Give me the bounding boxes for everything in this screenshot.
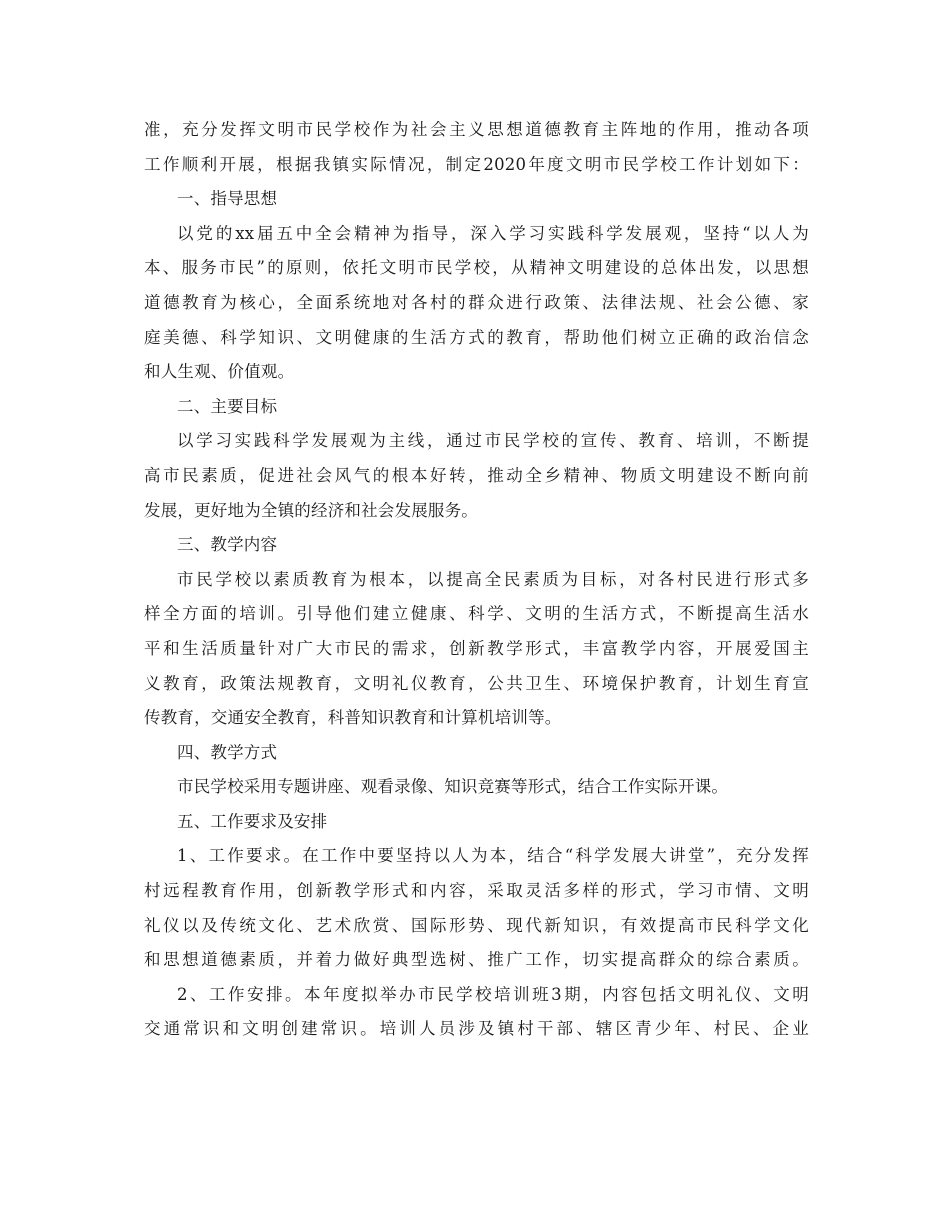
text-line bbox=[144, 217, 809, 252]
text-line-content: 一、指导思想 bbox=[177, 189, 278, 209]
text-line bbox=[144, 390, 809, 425]
text-line-content: 三、教学内容 bbox=[177, 535, 278, 555]
text-line bbox=[144, 494, 809, 529]
text-line bbox=[144, 459, 809, 494]
text-line-content: 五、工作要求及安排 bbox=[177, 811, 328, 831]
text-line bbox=[144, 805, 809, 840]
text-line bbox=[144, 597, 809, 632]
text-line bbox=[144, 943, 809, 978]
text-line-content: 工作顺利开展，根据我镇实际情况，制定2020年度文明市民学校工作计划如下： bbox=[144, 154, 809, 174]
document-page bbox=[144, 113, 809, 1047]
text-line-content: 四、教学方式 bbox=[177, 742, 278, 762]
text-line bbox=[144, 424, 809, 459]
text-line bbox=[144, 736, 809, 771]
text-line-content: 庭美德、科学知识、文明健康的生活方式的教育，帮助他们树立正确的政治信念 bbox=[144, 327, 809, 347]
text-line-content: 以学习实践科学发展观为主线，通过市民学校的宣传、教育、培训，不断提 bbox=[177, 431, 809, 451]
text-line bbox=[144, 632, 809, 667]
text-line-content: 义教育，政策法规教育，文明礼仪教育，公共卫生、环境保护教育，计划生育宣 bbox=[144, 673, 809, 693]
text-line bbox=[144, 563, 809, 598]
text-line-content: 村远程教育作用，创新教学形式和内容，采取灵活多样的形式，学习市情、文明 bbox=[144, 881, 809, 901]
text-line-content: 以党的xx届五中全会精神为指导，深入学习实践科学发展观，坚持“以人为 bbox=[177, 223, 809, 243]
text-line-content: 平和生活质量针对广大市民的需求，创新教学形式，丰富教学内容，开展爱国主 bbox=[144, 638, 809, 658]
text-line bbox=[144, 701, 809, 736]
text-line bbox=[144, 148, 809, 183]
text-line-content: 市民学校采用专题讲座、观看录像、知识竞赛等形式，结合工作实际开课。 bbox=[177, 777, 729, 797]
text-line bbox=[144, 113, 809, 148]
text-line bbox=[144, 839, 809, 874]
text-line-content: 道德教育为核心，全面系统地对各村的群众进行政策、法律法规、社会公德、家 bbox=[144, 292, 809, 312]
text-line bbox=[144, 874, 809, 909]
text-line-content: 本、服务市民”的原则，依托文明市民学校，从精神文明建设的总体出发，以思想 bbox=[144, 258, 809, 278]
text-line bbox=[144, 286, 809, 321]
text-line-content: 礼仪以及传统文化、艺术欣赏、国际形势、现代新知识，有效提高市民科学文化 bbox=[144, 915, 809, 935]
text-line-content: 1、工作要求。在工作中要坚持以人为本，结合“科学发展大讲堂”，充分发挥 bbox=[177, 846, 809, 866]
text-line bbox=[144, 251, 809, 286]
text-line bbox=[144, 667, 809, 702]
text-line-content: 传教育，交通安全教育，科普知识教育和计算机培训等。 bbox=[144, 708, 562, 728]
text-line bbox=[144, 909, 809, 944]
text-line-content: 和人生观、价值观。 bbox=[144, 362, 295, 382]
text-line bbox=[144, 182, 809, 217]
text-line-content: 二、主要目标 bbox=[177, 396, 278, 416]
text-line bbox=[144, 355, 809, 390]
text-line bbox=[144, 321, 809, 356]
text-line-content: 交通常识和文明创建常识。培训人员涉及镇村干部、辖区青少年、村民、企业 bbox=[144, 1019, 809, 1039]
text-line-content: 发展，更好地为全镇的经济和社会发展服务。 bbox=[144, 500, 478, 520]
text-line bbox=[144, 528, 809, 563]
text-line-content: 市民学校以素质教育为根本，以提高全民素质为目标，对各村民进行形式多 bbox=[177, 569, 809, 589]
text-line bbox=[144, 1012, 809, 1047]
text-line-content: 和思想道德素质，并着力做好典型选树、推广工作，切实提高群众的综合素质。 bbox=[144, 950, 809, 970]
text-line-content: 高市民素质，促进社会风气的根本好转，推动全乡精神、物质文明建设不断向前 bbox=[144, 465, 809, 485]
text-line-content: 准，充分发挥文明市民学校作为社会主义思想道德教育主阵地的作用，推动各项 bbox=[144, 120, 809, 139]
text-line bbox=[144, 978, 809, 1013]
text-line bbox=[144, 770, 809, 805]
text-line-content: 2、工作安排。本年度拟举办市民学校培训班3期，内容包括文明礼仪、文明 bbox=[177, 984, 809, 1004]
text-line-content: 样全方面的培训。引导他们建立健康、科学、文明的生活方式，不断提高生活水 bbox=[144, 604, 809, 624]
